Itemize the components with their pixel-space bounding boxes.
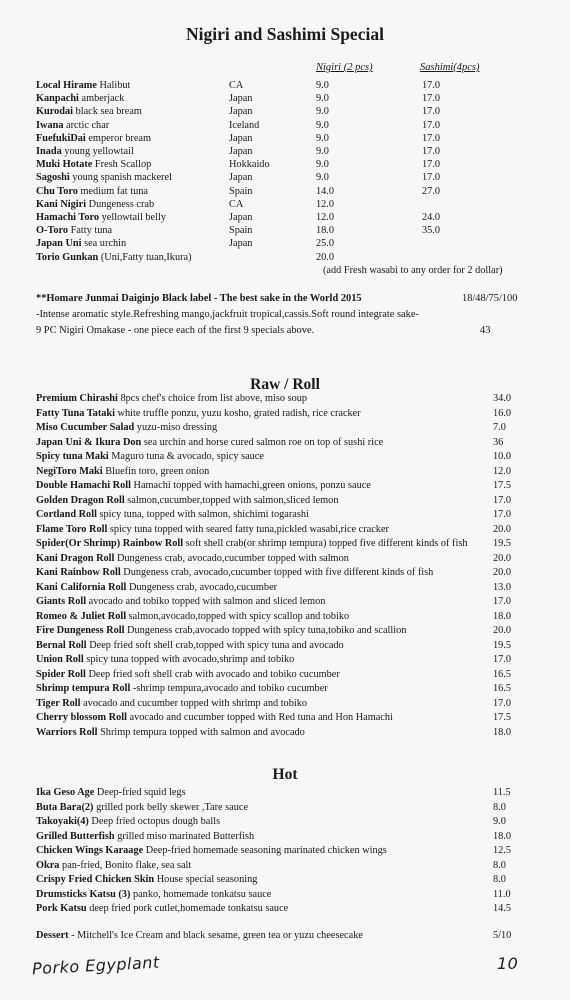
sashimi-price: 17.0 [422,80,441,91]
list-item [0,786,570,799]
item-price: 17.0 [493,654,512,665]
item-price: 17.5 [493,712,512,723]
item-name: Double Hamachi Roll [36,480,131,491]
item-name: Kurodai [36,106,74,118]
item-name: Kani Dragon Roll [36,552,115,564]
item-price: 20.0 [493,567,512,578]
list-item [0,815,570,828]
item-price: 18.0 [493,830,512,842]
sashimi-price: 17.0 [422,172,441,184]
item-price: 20.0 [493,523,512,535]
item-description: deep fried pork cutlet,homemade tonkatsu sauce [86,903,289,914]
item-description: Dungeness crab, avocado,cucumber [126,581,278,593]
item-name: Pork Katsu [36,903,87,914]
item-name: FuefukiDai [36,132,86,144]
item-description: white truffle ponzu, yuzu kosho, grated radish, rice cracker [114,407,361,419]
item-price: 16.5 [493,683,512,694]
item-price: 19.5 [493,538,512,549]
nigiri-price: 18.0 [316,225,335,237]
item-description: panko, homemade tonkatsu sauce [130,888,272,900]
nigiri-price: 12.0 [316,198,335,210]
item-description: House special seasoning [154,874,258,885]
item-description: Maguro tuna & avocado, spicy sauce [108,451,264,462]
item-price: 17.0 [493,509,512,520]
item-price: 8.0 [493,859,506,871]
nigiri-price: 9.0 [316,106,329,118]
item-price: 18.0 [493,610,512,622]
item-description: -shrimp tempura,avocado and tobiko cucumber [130,683,328,694]
item-price: 17.0 [493,494,512,506]
list-item [0,79,570,92]
item-description: spicy tuna, topped with salmon, shichimi togarashi [96,509,309,520]
sashimi-price: 17.0 [422,159,441,171]
item-name: Cherry blossom Roll [36,712,127,723]
item-description: grilled pork belly skewer ,Tare sauce [93,801,249,813]
list-item [0,92,570,105]
item-origin: Iceland [229,119,260,131]
item-origin: Japan [229,146,253,157]
item-name: Kani California Roll [36,581,127,593]
item-origin: Japan [229,93,253,105]
item-name: Flame Toro Roll [36,523,108,535]
item-name: Chicken Wings Karaage [36,845,144,856]
item-price: 8.0 [493,801,506,813]
item-origin: Spain [229,225,253,237]
list-item [0,251,570,264]
dessert-row [0,929,570,942]
item-price: 17.5 [493,480,512,491]
nigiri-price: 9.0 [316,159,329,171]
item-description: pan-fried, Bonito flake, sea salt [59,859,192,871]
list-item [0,653,570,666]
item-name: Iwana [36,119,64,131]
item-origin: Japan [229,106,253,118]
item-origin: Spain [229,185,253,197]
item-price: 17.0 [493,697,512,709]
item-name: Ika Geso Age [36,787,95,798]
item-name: NegiToro Maki [36,465,103,477]
item-description: young yellowtail [64,146,134,157]
nigiri-price: 25.0 [316,238,335,250]
nigiri-price: 9.0 [316,80,329,91]
item-name: Romeo & Juliet Roll [36,610,127,622]
item-name: Grilled Butterfish [36,830,115,842]
list-item [0,392,570,405]
list-item [0,595,570,608]
item-name: Union Roll [36,654,84,665]
item-description: salmon,cucumber,topped with salmon,sliced lemon [124,494,339,506]
nigiri-price: 12.0 [316,212,335,223]
item-price: 12.5 [493,845,512,856]
handwritten-note: Porko Egyplant [31,952,161,979]
list-item [0,830,570,843]
item-price: 10.0 [493,451,512,462]
item-origin: CA [229,80,244,91]
item-description: Deep-fried homemade seasoning marinated chicken wings [143,845,387,856]
list-item [0,610,570,623]
item-name: Shrimp tempura Roll [36,683,131,694]
item-name: Japan Uni & Ikura Don [36,436,142,448]
item-name: O-Toro [36,225,69,237]
item-description: (Uni,Fatty tuan,Ikura) [100,251,192,263]
item-name: Hamachi Toro [36,212,100,223]
raw-section-title: Raw / Roll [250,376,320,393]
item-description: medium fat tuna [80,185,148,197]
list-item [0,494,570,507]
item-name: Sagoshi [36,172,70,184]
list-item [0,682,570,695]
item-description: Bluefin toro, green onion [102,465,210,477]
list-item [0,873,570,886]
list-item [0,711,570,724]
list-item [0,537,570,550]
item-price: 19.5 [493,639,512,651]
item-description: amberjack [81,93,125,105]
list-item [0,479,570,492]
item-price: 14.5 [493,903,512,914]
item-origin: Japan [229,132,253,144]
item-origin: CA [229,198,244,210]
item-price: 8.0 [493,874,506,885]
item-name: Local Hirame [36,80,97,91]
item-name: Kani Rainbow Roll [36,567,121,578]
item-description: yuzu-miso dressing [134,422,218,433]
dessert-name: Dessert [36,930,69,941]
list-item [0,801,570,814]
item-name: Spider(Or Shrimp) Rainbow Roll [36,538,184,549]
item-description: 8pcs chef's choice from list above, miso soup [117,393,308,404]
item-price: 16.5 [493,668,512,680]
list-item [0,902,570,915]
list-item [0,508,570,521]
sashimi-price: 17.0 [422,146,441,157]
nigiri-price: 9.0 [316,132,329,144]
item-name: Miso Cucumber Salad [36,422,135,433]
item-description: Deep-fried squid legs [94,787,186,798]
sake-line: **Homare Junmai Daiginjo Black label - The best sake in the World 2015 [36,293,362,304]
item-name: Spider Roll [36,668,86,680]
item-name: Cortland Roll [36,509,97,520]
item-price: 18.0 [493,726,512,738]
list-item [0,237,570,250]
list-item [0,185,570,198]
list-item [0,581,570,594]
item-description: avocado and cucumber topped with shrimp and tobiko [80,697,308,709]
item-name: Takoyaki(4) [36,816,89,827]
list-item [0,421,570,434]
item-description: sea urchin [84,238,127,250]
item-name: Premium Chirashi [36,393,118,404]
item-description: spicy tuna topped with avocado,shrimp and tobiko [83,654,295,665]
list-item [0,523,570,536]
item-name: Tiger Roll [36,697,81,709]
list-item [0,224,570,237]
item-name: Giants Roll [36,596,87,607]
item-description: Deep fried soft shell crab with avocado and tobiko cucumber [85,668,340,680]
item-description: soft shell crab(or shrimp tempura) topped five different kinds of fish [183,538,468,549]
item-description: Dungeness crab,avocado topped with spicy tuna,tobiko and scallion [124,625,407,636]
sashimi-price: 24.0 [422,212,441,223]
item-name: Inada [36,146,62,157]
list-item [0,132,570,145]
sashimi-price: 17.0 [422,119,441,131]
item-description: grilled miso marinated Butterfish [114,830,255,842]
item-origin: Japan [229,212,253,223]
list-item [0,844,570,857]
nigiri-section-title: Nigiri and Sashimi Special [186,24,384,44]
item-name: Golden Dragon Roll [36,494,125,506]
item-price: 17.0 [493,596,512,607]
list-item [0,552,570,565]
item-name: Spicy tuna Maki [36,451,109,462]
item-origin: Japan [229,238,253,250]
sashimi-price: 17.0 [422,106,441,118]
list-item [0,450,570,463]
item-name: Drumsticks Katsu (3) [36,888,131,900]
item-description: young spanish mackerel [72,172,172,184]
item-description: Fatty tuna [70,225,113,237]
item-description: avocado and tobiko topped with salmon and sliced lemon [86,596,326,607]
item-price: 16.0 [493,407,512,419]
item-price: 9.0 [493,816,506,827]
item-name: Buta Bara(2) [36,801,94,813]
sake-description: -Intense aromatic style.Refreshing mango,jackfruit tropical,cassis.Soft round integrate sake- [36,309,419,320]
list-item [0,639,570,652]
list-item [0,145,570,158]
item-price: 36 [493,436,504,448]
item-price: 12.0 [493,465,512,477]
item-description: Halibut [99,80,131,91]
item-description: sea urchin and horse cured salmon roe on top of sushi rice [141,436,384,448]
list-item [0,211,570,224]
list-item [0,119,570,132]
item-price: 13.0 [493,581,512,593]
item-name: Fire Dungeness Roll [36,625,125,636]
item-name: Torio Gunkan [36,251,99,263]
omakase-line: 9 PC Nigiri Omakase - one piece each of the first 9 specials above. [36,325,315,336]
dessert-desc: - Mitchell's Ice Cream and black sesame, green tea or yuzu cheesecake [68,930,363,941]
list-item [0,566,570,579]
wasabi-note: (add Fresh wasabi to any order for 2 dollar) [323,265,503,276]
item-description: Hamachi topped with hamachi,green onions, ponzu sauce [130,480,371,491]
sashimi-price: 27.0 [422,185,441,197]
hot-section-title: Hot [272,766,298,783]
item-name: Kanpachi [36,93,79,105]
item-price: 20.0 [493,625,512,636]
item-name: Chu Toro [36,185,78,197]
list-item [0,697,570,710]
item-price: 11.5 [493,787,511,798]
item-description: Deep fried octopus dough balls [88,816,221,827]
item-name: Japan Uni [36,238,82,250]
sashimi-price: 17.0 [422,132,441,144]
item-description: black sea bream [75,106,142,118]
list-item [0,859,570,872]
item-description: Deep fried soft shell crab,topped with spicy tuna and avocado [86,639,344,651]
item-description: Fresh Scallop [94,159,152,171]
omakase-price: 43 [480,325,491,336]
nigiri-column-header: Nigiri (2 pcs) [316,62,373,73]
item-description: yellowtail belly [101,212,166,223]
nigiri-price: 20.0 [316,251,335,263]
item-description: Shrimp tempura topped with salmon and avocado [97,726,305,738]
list-item [0,726,570,739]
item-description: avocado and cucumber topped with Red tuna and Hon Hamachi [126,712,393,723]
nigiri-price: 9.0 [316,172,329,184]
item-name: Kani Nigiri [36,198,87,210]
handwritten-price: 10 [497,954,519,973]
list-item [0,668,570,681]
item-description: Dungeness crab, avocado,cucumber topped with five different kinds of fish [120,567,434,578]
item-price: 20.0 [493,552,512,564]
nigiri-price: 9.0 [316,146,329,157]
sashimi-column-header: Sashimi(4pcs) [420,62,480,73]
item-price: 11.0 [493,888,511,900]
item-name: Okra [36,859,60,871]
list-item [0,465,570,478]
list-item [0,171,570,184]
list-item [0,888,570,901]
item-origin: Japan [229,172,253,184]
item-description: Dungeness crab [88,198,155,210]
item-name: Warriors Roll [36,726,98,738]
item-name: Bernal Roll [36,639,87,651]
sake-price: 18/48/75/100 [462,293,518,304]
list-item [0,105,570,118]
dessert-price: 5/10 [493,930,512,941]
item-description: Dungeness crab, avocado,cucumber topped with salmon [114,552,349,564]
nigiri-price: 9.0 [316,93,329,105]
item-description: spicy tuna topped with seared fatty tuna,pickled wasabi,rice cracker [107,523,389,535]
item-name: Fatty Tuna Tataki [36,407,115,419]
sashimi-price: 35.0 [422,225,441,237]
nigiri-price: 14.0 [316,185,335,197]
item-name: Crispy Fried Chicken Skin [36,874,155,885]
list-item [0,436,570,449]
list-item [0,624,570,637]
sashimi-price: 17.0 [422,93,441,105]
item-origin: Hokkaido [229,159,270,171]
list-item [0,198,570,211]
item-description: arctic char [66,119,110,131]
item-name: Muki Hotate [36,159,93,171]
list-item [0,158,570,171]
item-price: 34.0 [493,393,512,404]
item-price: 7.0 [493,422,506,433]
item-description: emperor bream [88,132,151,144]
list-item [0,407,570,420]
item-description: salmon,avocado,topped with spicy scallop and tobiko [126,610,350,622]
nigiri-price: 9.0 [316,119,329,131]
